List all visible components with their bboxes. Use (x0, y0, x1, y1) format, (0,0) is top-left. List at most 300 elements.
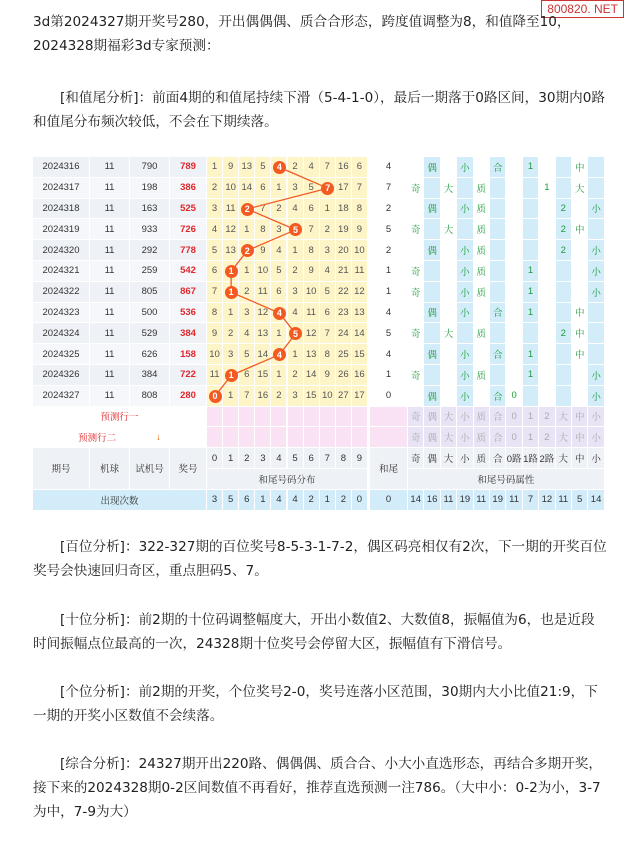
attribute-cell (441, 386, 457, 407)
distribution-cell: 12 (352, 282, 368, 303)
distribution-cell: 14 (304, 365, 320, 386)
distribution-cell: 3 (223, 344, 239, 365)
prediction-attribute-cell: 大 (556, 407, 572, 428)
count-digit: 1 (255, 490, 271, 511)
attribute-cell (441, 199, 457, 220)
distribution-cell: 24 (336, 323, 352, 344)
prediction-digit-cell (271, 407, 287, 428)
attribute-cell (556, 344, 572, 365)
sum-tail-ball: 2 (241, 203, 254, 216)
machine-cell: 11 (90, 344, 130, 365)
attribute-cell (506, 157, 522, 178)
distribution-cell: 19 (336, 219, 352, 240)
attribute-cell: 奇 (408, 261, 424, 282)
attribute-cell: 小 (457, 199, 473, 220)
attribute-cell (556, 282, 572, 303)
test-number-cell: 259 (130, 261, 170, 282)
sum-tail-cell: 1 (370, 261, 408, 282)
header-digit: 4 (271, 448, 287, 469)
distribution-cell: 9 (320, 365, 336, 386)
attribute-cell (588, 344, 604, 365)
attribute-cell: 小 (457, 240, 473, 261)
attribute-cell (556, 303, 572, 324)
prediction-digit-cell (336, 427, 352, 448)
distribution-cell: 23 (336, 303, 352, 324)
distribution-cell: 7 (255, 199, 271, 220)
attribute-cell (506, 344, 522, 365)
test-number-cell: 805 (130, 282, 170, 303)
distribution-cell: 2 (239, 282, 255, 303)
prediction-digit-cell (288, 407, 304, 428)
prediction-digit-cell (336, 407, 352, 428)
award-number-cell: 722 (170, 365, 207, 386)
machine-cell: 11 (90, 303, 130, 324)
attribute-cell (539, 157, 555, 178)
test-number-cell: 626 (130, 344, 170, 365)
attribute-cell (588, 178, 604, 199)
issue-cell: 2024318 (33, 199, 90, 220)
attribute-cell (408, 240, 424, 261)
header-attribute: 1路 (523, 448, 539, 469)
distribution-cell: 9 (352, 219, 368, 240)
attribute-cell: 1 (523, 365, 539, 386)
prediction-digit-cell (352, 407, 368, 428)
issue-cell: 2024321 (33, 261, 90, 282)
prediction-attribute-cell: 奇 (408, 407, 424, 428)
distribution-cell: 14 (239, 178, 255, 199)
distribution-cell: 2 (271, 199, 287, 220)
sum-tail-cell: 2 (370, 240, 408, 261)
award-number-cell: 384 (170, 323, 207, 344)
distribution-cell: 13 (239, 157, 255, 178)
attribute-cell: 偶 (424, 199, 440, 220)
attribute-cell: 合 (490, 303, 506, 324)
prediction-attribute-cell: 小 (457, 407, 473, 428)
attribute-cell (490, 261, 506, 282)
distribution-cell: 7 (352, 178, 368, 199)
prediction-digit-cell (239, 407, 255, 428)
header-issue: 期号 (33, 448, 90, 490)
attribute-cell (408, 344, 424, 365)
distribution-cell: 6 (320, 303, 336, 324)
count-attribute: 5 (572, 490, 588, 511)
distribution-cell: 3 (288, 178, 304, 199)
distribution-cell: 18 (336, 199, 352, 220)
attribute-cell: 偶 (424, 386, 440, 407)
distribution-cell: 4 (207, 219, 223, 240)
tens-analysis: [十位分析]：前2期的十位码调整幅度大，开出小数值2、大数值8，振幅值为6，也是近段时间振幅点位最高的一次，24328期十位奖号会停留大区，振幅值有下滑信号。 (33, 612, 595, 652)
prediction-digit-cell (207, 427, 223, 448)
distribution-cell: 17 (352, 386, 368, 407)
distribution-cell: 8 (255, 219, 271, 240)
attribute-cell: 小 (588, 261, 604, 282)
attribute-cell (572, 282, 588, 303)
test-number-cell: 198 (130, 178, 170, 199)
attribute-cell: 偶 (424, 240, 440, 261)
prediction-digit-cell (304, 427, 320, 448)
sum-tail-cell: 0 (370, 386, 408, 407)
attribute-cell (539, 344, 555, 365)
header-digit: 2 (239, 448, 255, 469)
distribution-cell: 14 (352, 323, 368, 344)
attribute-cell (490, 323, 506, 344)
attribute-cell (506, 178, 522, 199)
header-attribute: 奇 (408, 448, 424, 469)
count-label: 出现次数 (33, 490, 207, 511)
attribute-cell (506, 261, 522, 282)
prediction-digit-cell (223, 427, 239, 448)
distribution-cell: 4 (320, 261, 336, 282)
attribute-cell (523, 386, 539, 407)
attribute-cell (539, 282, 555, 303)
attribute-cell (457, 323, 473, 344)
intro-paragraph: 3d第2024327期开奖号280，开出偶偶偶、质合合形态，跨度值调整为8，和值降至10，2024328期福彩3d专家预测： (33, 14, 571, 54)
attribute-cell (506, 240, 522, 261)
distribution-cell: 5 (271, 261, 287, 282)
attribute-cell (506, 219, 522, 240)
attribute-cell: 大 (441, 219, 457, 240)
award-number-cell: 542 (170, 261, 207, 282)
attribute-cell (424, 365, 440, 386)
award-number-cell: 158 (170, 344, 207, 365)
machine-cell: 11 (90, 199, 130, 220)
attribute-cell: 奇 (408, 282, 424, 303)
distribution-cell: 1 (288, 240, 304, 261)
award-number-cell: 525 (170, 199, 207, 220)
watermark: 800820. NET (541, 0, 624, 18)
attribute-cell (523, 199, 539, 220)
count-attribute: 11 (506, 490, 522, 511)
distribution-cell: 2 (320, 219, 336, 240)
test-number-cell: 163 (130, 199, 170, 220)
distribution-cell: 10 (207, 344, 223, 365)
prediction-digit-cell (304, 407, 320, 428)
hundreds-analysis: [百位分析]：322-327期的百位奖号8-5-3-1-7-2，偶区码亮相仅有2次，下一期的开奖百位奖号会快速回归奇区，重点胆码5、7。 (33, 539, 607, 579)
header-machine: 机球 (90, 448, 130, 490)
attribute-cell (424, 282, 440, 303)
attribute-cell (441, 282, 457, 303)
count-digit: 4 (288, 490, 304, 511)
distribution-cell: 8 (304, 240, 320, 261)
sum-tail-ball: 5 (289, 327, 302, 340)
attribute-cell: 中 (572, 344, 588, 365)
machine-cell: 11 (90, 157, 130, 178)
prediction-digit-cell (239, 427, 255, 448)
test-number-cell: 529 (130, 323, 170, 344)
attribute-cell (490, 282, 506, 303)
attribute-cell: 质 (474, 261, 490, 282)
header-digit: 3 (255, 448, 271, 469)
prediction-tail-cell (370, 427, 408, 448)
issue-cell: 2024327 (33, 386, 90, 407)
sum-tail-cell: 7 (370, 178, 408, 199)
attribute-cell (556, 157, 572, 178)
attribute-cell: 中 (572, 219, 588, 240)
distribution-cell: 11 (255, 282, 271, 303)
award-number-cell: 726 (170, 219, 207, 240)
distribution-cell: 16 (352, 365, 368, 386)
attribute-cell (556, 365, 572, 386)
attribute-cell: 小 (457, 386, 473, 407)
prediction-digit-cell (320, 407, 336, 428)
issue-cell: 2024319 (33, 219, 90, 240)
attribute-cell (457, 219, 473, 240)
attribute-cell: 小 (588, 240, 604, 261)
trend-chart (33, 157, 605, 511)
attribute-cell (474, 157, 490, 178)
attribute-cell (490, 219, 506, 240)
attribute-cell: 质 (474, 323, 490, 344)
distribution-cell: 21 (336, 261, 352, 282)
distribution-cell: 14 (255, 344, 271, 365)
attribute-cell (572, 365, 588, 386)
count-digit: 0 (352, 490, 368, 511)
sum-tail-cell: 1 (370, 365, 408, 386)
attribute-cell: 小 (588, 282, 604, 303)
issue-cell: 2024326 (33, 365, 90, 386)
award-number-cell: 778 (170, 240, 207, 261)
attribute-cell (523, 219, 539, 240)
distribution-cell: 11 (352, 261, 368, 282)
attribute-cell (523, 323, 539, 344)
machine-cell: 11 (90, 282, 130, 303)
distribution-cell: 1 (271, 365, 287, 386)
distribution-cell: 1 (271, 323, 287, 344)
prediction-attribute-cell: 质 (474, 407, 490, 428)
attribute-cell (506, 199, 522, 220)
count-attribute: 11 (556, 490, 572, 511)
distribution-cell: 2 (288, 157, 304, 178)
distribution-cell: 16 (336, 157, 352, 178)
attribute-cell (490, 365, 506, 386)
sum-tail-cell: 1 (370, 282, 408, 303)
attribute-cell: 1 (539, 178, 555, 199)
prediction-attribute-cell: 偶 (424, 427, 440, 448)
distribution-cell: 6 (239, 365, 255, 386)
sum-tail-ball: 1 (225, 286, 238, 299)
machine-cell: 11 (90, 219, 130, 240)
prediction-row-label (33, 407, 207, 428)
distribution-cell: 22 (336, 282, 352, 303)
attribute-cell (506, 303, 522, 324)
sum-tail-cell: 2 (370, 199, 408, 220)
sum-tail-cell: 4 (370, 344, 408, 365)
distribution-cell: 7 (207, 282, 223, 303)
attribute-cell: 大 (441, 178, 457, 199)
distribution-cell: 27 (336, 386, 352, 407)
award-number-cell: 386 (170, 178, 207, 199)
distribution-cell: 9 (207, 323, 223, 344)
attribute-cell (539, 199, 555, 220)
header-attribute: 偶 (424, 448, 440, 469)
attribute-cell: 小 (457, 261, 473, 282)
distribution-cell: 9 (304, 261, 320, 282)
attribute-cell (490, 240, 506, 261)
distribution-cell: 1 (239, 261, 255, 282)
distribution-cell: 2 (271, 386, 287, 407)
distribution-cell: 11 (304, 303, 320, 324)
machine-cell: 11 (90, 261, 130, 282)
prediction-attribute-cell: 小 (457, 427, 473, 448)
prediction-digit-cell (288, 427, 304, 448)
attribute-cell: 合 (490, 386, 506, 407)
distribution-cell: 1 (271, 178, 287, 199)
distribution-cell: 17 (336, 178, 352, 199)
dropdown-arrow-icon[interactable]: ↓ (156, 431, 161, 443)
distribution-cell: 6 (255, 178, 271, 199)
distribution-cell: 4 (288, 199, 304, 220)
prediction-attribute-cell: 0 (506, 407, 522, 428)
attribute-cell (506, 282, 522, 303)
distribution-cell: 6 (304, 199, 320, 220)
prediction-attribute-cell: 合 (490, 427, 506, 448)
attribute-cell: 1 (523, 261, 539, 282)
attribute-cell (424, 323, 440, 344)
prediction-attribute-cell: 2 (539, 427, 555, 448)
sum-tail-ball: 1 (225, 265, 238, 278)
prediction-digit-cell (271, 427, 287, 448)
sum-tail-ball: 5 (289, 223, 302, 236)
attribute-cell: 质 (474, 199, 490, 220)
summary-analysis: [综合分析]：24327期开出220路、偶偶偶、质合合、小大小直选形态，再结合多期开奖，接下来的2024328期0-2区间数值不再看好，推荐直选预测一注786。（大中小：0-2为小，3-7为中，7-9为大） (33, 756, 602, 820)
distribution-cell: 11 (207, 365, 223, 386)
count-attribute: 19 (490, 490, 506, 511)
attribute-cell (408, 199, 424, 220)
distribution-cell: 25 (336, 344, 352, 365)
distribution-cell: 10 (304, 282, 320, 303)
prediction-label[interactable]: 预测行一 (100, 412, 139, 424)
attribute-cell: 小 (588, 365, 604, 386)
attribute-cell (539, 323, 555, 344)
count-digit: 4 (271, 490, 287, 511)
distribution-cell: 5 (320, 282, 336, 303)
prediction-attribute-cell: 大 (441, 427, 457, 448)
issue-cell: 2024323 (33, 303, 90, 324)
header-attribute-title: 和尾号码属性 (408, 469, 605, 490)
sum-tail-ball: 7 (321, 182, 334, 195)
attribute-cell: 中 (572, 323, 588, 344)
distribution-cell: 12 (304, 323, 320, 344)
attribute-cell: 偶 (424, 303, 440, 324)
count-digit: 1 (320, 490, 336, 511)
count-attribute: 11 (474, 490, 490, 511)
header-digit: 9 (352, 448, 368, 469)
attribute-cell: 大 (572, 178, 588, 199)
prediction-label[interactable]: 预测行二 (78, 433, 117, 445)
sum-tail-cell: 5 (370, 323, 408, 344)
attribute-cell: 小 (588, 199, 604, 220)
attribute-cell (572, 199, 588, 220)
distribution-cell: 1 (223, 303, 239, 324)
sum-tail-ball: 4 (273, 348, 286, 361)
prediction-attribute-cell: 小 (588, 407, 604, 428)
attribute-cell (490, 199, 506, 220)
distribution-cell: 9 (255, 240, 271, 261)
attribute-cell (457, 178, 473, 199)
header-digit: 6 (304, 448, 320, 469)
issue-cell: 2024322 (33, 282, 90, 303)
distribution-cell: 6 (271, 282, 287, 303)
test-number-cell: 500 (130, 303, 170, 324)
test-number-cell: 790 (130, 157, 170, 178)
distribution-cell: 10 (320, 386, 336, 407)
distribution-cell: 1 (320, 199, 336, 220)
prediction-attribute-cell: 1 (523, 427, 539, 448)
attribute-cell (424, 261, 440, 282)
attribute-cell (539, 365, 555, 386)
attribute-cell: 小 (588, 386, 604, 407)
distribution-cell: 12 (223, 219, 239, 240)
award-number-cell: 280 (170, 386, 207, 407)
issue-cell: 2024324 (33, 323, 90, 344)
distribution-cell: 2 (288, 365, 304, 386)
distribution-cell: 1 (207, 157, 223, 178)
test-number-cell: 384 (130, 365, 170, 386)
header-attribute: 大 (441, 448, 457, 469)
distribution-cell: 10 (255, 261, 271, 282)
count-attribute: 7 (523, 490, 539, 511)
header-sum-tail: 和尾 (370, 448, 408, 490)
distribution-cell: 9 (223, 157, 239, 178)
header-digit: 0 (207, 448, 223, 469)
attribute-cell (539, 240, 555, 261)
distribution-cell: 10 (352, 240, 368, 261)
header-digit: 8 (336, 448, 352, 469)
prediction-digit-cell (255, 407, 271, 428)
attribute-cell: 中 (572, 303, 588, 324)
count-tail: 0 (370, 490, 408, 511)
distribution-cell: 13 (304, 344, 320, 365)
attribute-cell: 0 (506, 386, 522, 407)
machine-cell: 11 (90, 365, 130, 386)
header-attribute: 质 (474, 448, 490, 469)
header-attribute: 2路 (539, 448, 555, 469)
prediction-attribute-cell: 大 (556, 427, 572, 448)
prediction-attribute-cell: 中 (572, 427, 588, 448)
attribute-cell (441, 365, 457, 386)
header-award: 奖号 (170, 448, 207, 490)
test-number-cell: 808 (130, 386, 170, 407)
attribute-cell (539, 219, 555, 240)
attribute-cell: 大 (441, 323, 457, 344)
attribute-cell (539, 261, 555, 282)
test-number-cell: 933 (130, 219, 170, 240)
sum-tail-cell: 4 (370, 303, 408, 324)
count-digit: 5 (223, 490, 239, 511)
distribution-cell: 13 (223, 240, 239, 261)
attribute-cell: 合 (490, 157, 506, 178)
distribution-cell: 12 (255, 303, 271, 324)
count-attribute: 14 (408, 490, 424, 511)
sum-tail-ball: 4 (273, 307, 286, 320)
distribution-cell: 8 (207, 303, 223, 324)
attribute-cell (523, 240, 539, 261)
attribute-cell: 2 (556, 219, 572, 240)
attribute-cell: 中 (572, 157, 588, 178)
count-digit: 2 (304, 490, 320, 511)
prediction-attribute-cell: 0 (506, 427, 522, 448)
distribution-cell: 7 (320, 157, 336, 178)
distribution-cell: 15 (304, 386, 320, 407)
attribute-cell (506, 365, 522, 386)
distribution-cell: 13 (352, 303, 368, 324)
machine-cell: 11 (90, 240, 130, 261)
attribute-cell (556, 261, 572, 282)
prediction-row-label (33, 427, 207, 448)
attribute-cell (424, 219, 440, 240)
attribute-cell (572, 261, 588, 282)
attribute-cell (572, 240, 588, 261)
